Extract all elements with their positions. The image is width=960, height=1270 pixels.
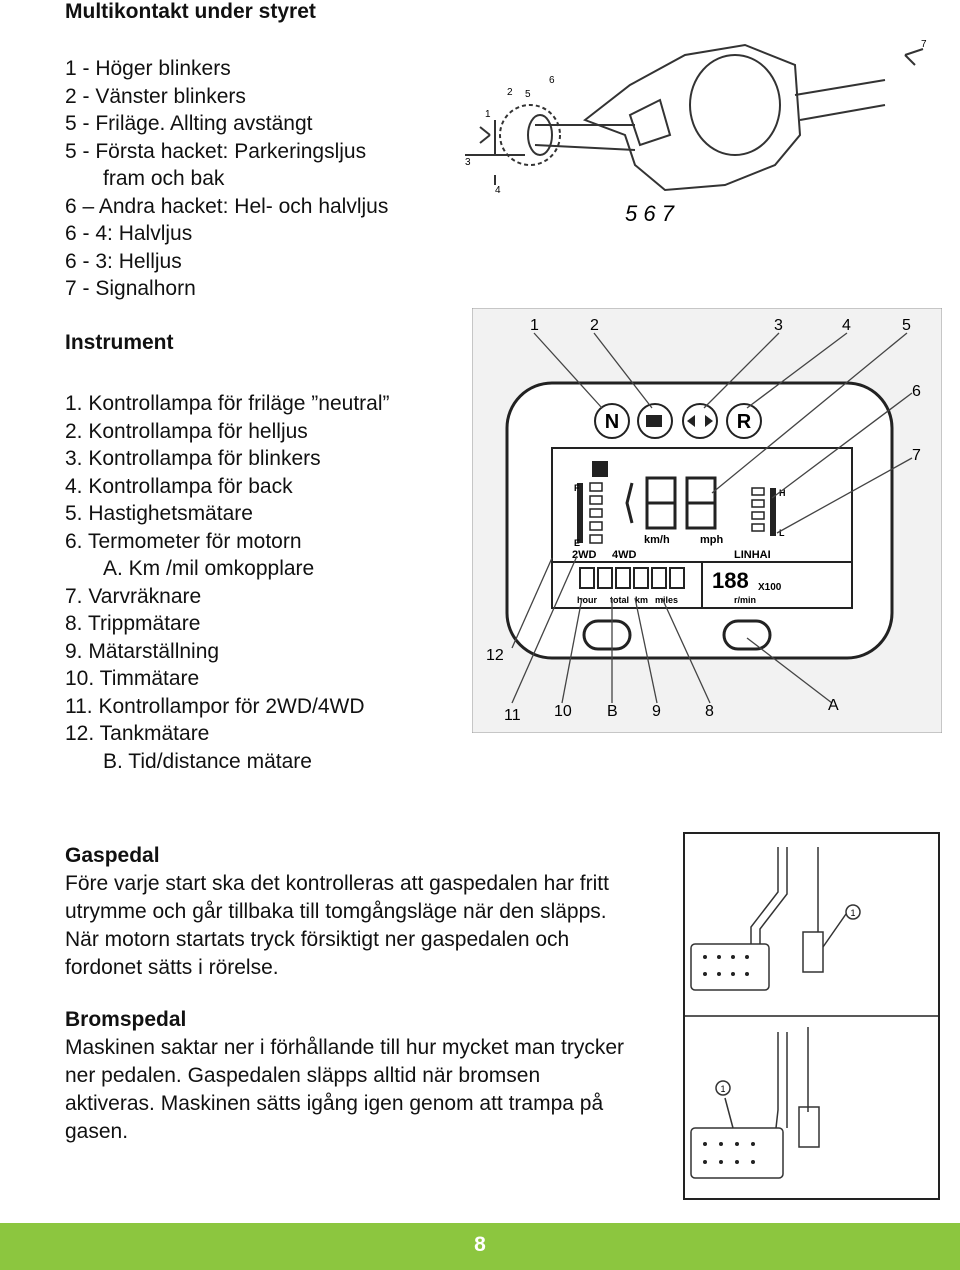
list-item: 6 - 3: Helljus bbox=[65, 249, 182, 273]
odo-label: miles bbox=[655, 595, 679, 605]
section-title-instrument: Instrument bbox=[65, 331, 174, 354]
rpm-unit: r/min bbox=[734, 595, 757, 605]
list-item: 4. Kontrollampa för back bbox=[65, 474, 293, 498]
list-item: 12. Tankmätare bbox=[65, 722, 210, 745]
switch-label: 6 bbox=[549, 75, 555, 86]
headlight-icon bbox=[646, 415, 662, 427]
callout-label: 1 bbox=[530, 317, 539, 334]
switch-label: 7 bbox=[921, 39, 927, 50]
instrument-panel-diagram bbox=[472, 308, 942, 733]
brand-label: LINHAI bbox=[734, 549, 771, 561]
callout-label: 5 bbox=[902, 317, 911, 334]
callout-label: 4 bbox=[842, 317, 851, 334]
list-item: 1. Kontrollampa för friläge ”neutral” bbox=[65, 392, 390, 415]
button-a bbox=[724, 621, 770, 649]
switch-label: 2 bbox=[507, 87, 513, 98]
list-item: 6 – Andra hacket: Hel- och halvljus bbox=[65, 194, 389, 218]
pedal-connector-diagram bbox=[683, 832, 940, 1200]
gauge-mark: H bbox=[779, 488, 786, 498]
list-item: B. Tid/distance mätare bbox=[103, 749, 312, 773]
gauge-mark: L bbox=[779, 528, 785, 538]
speed-unit-kmh: km/h bbox=[644, 534, 670, 546]
callout-label: 12 bbox=[486, 647, 504, 664]
list-item: 9. Mätarställning bbox=[65, 639, 220, 663]
multikontakt-list bbox=[65, 55, 388, 303]
list-item: 8. Trippmätare bbox=[65, 612, 201, 635]
speed-unit-mph: mph bbox=[700, 534, 724, 546]
bromspedal-title: Bromspedal bbox=[65, 1008, 187, 1031]
button-b bbox=[584, 621, 630, 649]
bromspedal-block bbox=[65, 1006, 625, 1146]
list-item: 5 - Första hacket: Parkeringsljus bbox=[65, 139, 367, 163]
page-footer bbox=[0, 1223, 960, 1270]
list-item: 2 - Vänster blinkers bbox=[65, 84, 246, 108]
list-item: 7. Varvräknare bbox=[65, 584, 202, 608]
gauge-mark: E bbox=[574, 538, 581, 548]
rpm-digits: 188 bbox=[712, 568, 749, 593]
gauge-mark: F bbox=[574, 483, 580, 493]
reverse-lamp-label: R bbox=[736, 411, 752, 433]
handlebar-switch-diagram bbox=[455, 25, 935, 230]
list-item: 3. Kontrollampa för blinkers bbox=[65, 447, 321, 470]
callout-label: 10 bbox=[554, 703, 572, 720]
bromspedal-text: Maskinen saktar ner i förhållande till hur mycket man trycker ner pedalen. Gaspedalen släpps alltid när bromsen aktiveras. Maskinen sätts igång igen genom att trampa på gasen. bbox=[65, 1036, 625, 1143]
pedal-callout: 1 bbox=[850, 908, 856, 918]
callout-label: 7 bbox=[912, 447, 921, 464]
switch-label: 1 bbox=[485, 109, 491, 120]
callout-label: 6 bbox=[912, 383, 921, 400]
odo-label: km bbox=[635, 595, 649, 605]
callout-label: 3 bbox=[774, 317, 783, 334]
list-item: fram och bak bbox=[103, 167, 225, 190]
list-item: 6 - 4: Halvljus bbox=[65, 222, 193, 245]
callout-label: 8 bbox=[705, 703, 714, 720]
switch-label: 4 bbox=[495, 185, 501, 196]
list-item: 5. Hastighetsmätare bbox=[65, 502, 253, 525]
callout-label: 9 bbox=[652, 703, 661, 720]
switch-label: 3 bbox=[465, 157, 471, 168]
page-number: 8 bbox=[474, 1233, 486, 1256]
drive-label-2wd: 2WD bbox=[572, 549, 597, 561]
callout-label: A bbox=[828, 697, 839, 714]
list-item: 6. Termometer för motorn bbox=[65, 529, 302, 553]
gaspedal-title: Gaspedal bbox=[65, 844, 160, 867]
switch-label: 5 bbox=[525, 89, 531, 100]
pedal-callout: 1 bbox=[720, 1084, 726, 1094]
rpm-multiplier: X100 bbox=[758, 582, 782, 593]
list-item: 2. Kontrollampa för helljus bbox=[65, 419, 308, 443]
neutral-lamp-label: N bbox=[604, 411, 620, 433]
section-title-multikontakt: Multikontakt under styret bbox=[65, 0, 316, 23]
list-item: A. Km /mil omkopplare bbox=[103, 557, 315, 580]
gaspedal-block bbox=[65, 842, 625, 982]
list-item: 5 - Friläge. Allting avstängt bbox=[65, 112, 313, 135]
odo-label: hour bbox=[577, 595, 597, 605]
fuel-icon bbox=[592, 461, 608, 477]
list-item: 7 - Signalhorn bbox=[65, 277, 196, 300]
switch-scale-text: 5 6 7 bbox=[625, 201, 674, 226]
callout-label: 11 bbox=[504, 707, 521, 724]
gaspedal-text: Före varje start ska det kontrolleras att gaspedalen har fritt utrymme och går tillbaka till tomgångsläge när den släpps. När motorn startats tryck försiktigt ner gaspedalen och fordonet sätts i rörelse. bbox=[65, 872, 609, 979]
instrument-list bbox=[65, 390, 390, 775]
list-item: 10. Timmätare bbox=[65, 667, 200, 690]
callout-label: 2 bbox=[590, 317, 599, 334]
drive-label-4wd: 4WD bbox=[612, 549, 637, 561]
list-item: 11. Kontrollampor för 2WD/4WD bbox=[65, 694, 365, 718]
callout-label: B bbox=[607, 703, 618, 720]
odo-label: total bbox=[610, 595, 629, 605]
list-item: 1 - Höger blinkers bbox=[65, 57, 231, 80]
